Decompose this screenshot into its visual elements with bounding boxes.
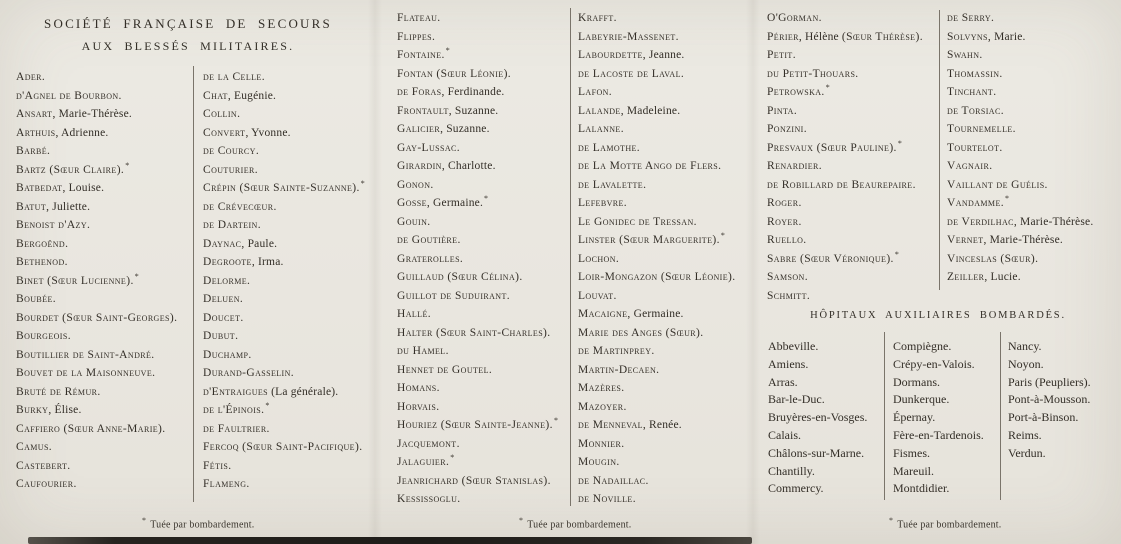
footnote-marker: *: [142, 516, 147, 525]
name-entry: Ponzini.: [767, 123, 808, 135]
name-entry: Flameng.: [203, 478, 250, 490]
document-title: [8, 16, 368, 54]
hospitals-section: [755, 298, 1121, 513]
column-divider: [193, 66, 194, 502]
name-entry: Renardier.: [767, 160, 822, 172]
name-entry: Bourdet (Sœur Saint-Georges).: [16, 311, 178, 324]
name-entry: Girardin, Charlotte.: [397, 160, 496, 172]
hospital-entry: Bar-le-Duc.: [768, 392, 825, 407]
name-entry: Frontault, Suzanne.: [397, 104, 499, 117]
name-entry: Houriez (Sœur Sainte-Jeanne).*: [397, 416, 558, 431]
name-entry: Graterolles.: [397, 252, 464, 265]
hospital-entry: Épernay.: [893, 410, 936, 425]
footnote-marker: *: [519, 516, 524, 525]
hospital-entry: Châlons-sur-Marne.: [768, 445, 865, 460]
name-entry: de Lacoste de Laval.: [578, 67, 685, 80]
name-entry: Bergoënd.: [16, 237, 69, 250]
name-entry: Vandamme.*: [947, 194, 1010, 209]
name-entry: de Goutière.: [397, 234, 461, 246]
name-entry: Doucet.: [203, 311, 244, 324]
name-entry: Flippes.: [397, 30, 436, 43]
scan-artifact-bar: [28, 537, 752, 544]
name-entry: Boutillier de Saint-André.: [16, 348, 155, 361]
name-entry: Duchamp.: [203, 348, 252, 361]
hospital-entry: Arras.: [768, 374, 798, 389]
name-entry: Caufourier.: [16, 478, 77, 490]
page-gutter-shadow: [368, 0, 382, 544]
name-entry: Bruté de Rémur.: [16, 385, 101, 398]
name-entry: Batut, Juliette.: [16, 200, 91, 213]
name-entry: Jeanrichard (Sœur Stanislas).: [397, 474, 551, 487]
name-entry: Gonon.: [397, 178, 434, 191]
name-entry: Boubée.: [16, 293, 57, 305]
name-entry: Batbedat, Louise.: [16, 182, 105, 194]
hospital-entry: Commercy.: [768, 481, 824, 496]
name-entry: Caffiero (Sœur Anne-Marie).: [16, 422, 166, 435]
hospital-entry: Nancy.: [1008, 339, 1042, 353]
name-entry: de l'Épinois.*: [203, 401, 270, 416]
footnote-text: Tuée par bombardement.: [527, 519, 632, 531]
hospital-entry: Compiègne.: [893, 339, 952, 353]
name-entry: Flateau.: [397, 12, 441, 24]
name-entry: Bourgeois.: [16, 330, 71, 342]
name-entry: Bartz (Sœur Claire).*: [16, 160, 130, 176]
name-entry: Castebert.: [16, 459, 71, 472]
name-entry: Gouin.: [397, 215, 431, 228]
name-entry: de Noville.: [578, 493, 636, 505]
hospital-entry: Montdidier.: [893, 481, 950, 496]
name-entry: O'Gorman.: [767, 12, 822, 24]
name-entry: Petrowska.*: [767, 83, 830, 98]
hospitals-title: HÔPITAUX AUXILIAIRES BOMBARDÉS.: [810, 310, 1066, 321]
name-entry: Schmitt.: [767, 289, 811, 302]
name-entry: de Lamothe.: [578, 141, 641, 154]
name-entry: Monnier.: [578, 437, 625, 450]
column-divider: [939, 10, 940, 290]
name-entry: Tournemelle.: [947, 123, 1016, 135]
name-entry: de Foras, Ferdinande.: [397, 86, 505, 98]
name-entry: Dubut.: [203, 330, 239, 342]
name-entry: Royer.: [767, 215, 802, 228]
name-entry: Petit.: [767, 49, 796, 61]
name-entry: Jacquemont.: [397, 437, 460, 450]
name-entry: Swahn.: [947, 49, 983, 61]
title-line-1: SOCIÉTÉ FRANÇAISE DE SECOURS: [44, 16, 332, 31]
name-entry: de Torsiac.: [947, 104, 1004, 117]
name-entry: de Martinprey.: [578, 345, 655, 357]
footnote: [142, 516, 255, 530]
name-entry: Lochon.: [578, 252, 620, 265]
name-entry: Bethenod.: [16, 256, 68, 268]
footnote-marker: *: [889, 516, 894, 525]
hospital-entry: Crépy-en-Valois.: [893, 356, 975, 371]
name-entry: du Hamel.: [397, 345, 449, 357]
name-entry: Homans.: [397, 382, 440, 394]
name-entry: de Robillard de Beaurepaire.: [767, 178, 916, 191]
name-entry: de Crévecœur.: [203, 200, 277, 213]
name-entry: Galicier, Suzanne.: [397, 123, 490, 135]
hospital-entry: Paris (Peupliers).: [1008, 374, 1091, 389]
name-entry: Presvaux (Sœur Pauline).*: [767, 138, 902, 154]
name-entry: Convert, Yvonne.: [203, 126, 291, 139]
name-entry: Lefebvre.: [578, 197, 628, 209]
name-entry: Labourdette, Jeanne.: [578, 49, 685, 61]
name-column-2: [203, 68, 369, 494]
name-entry: Mazères.: [578, 382, 625, 394]
name-entry: Fétis.: [203, 459, 232, 472]
hospital-entry: Abbeville.: [768, 339, 819, 353]
hospital-entry: Calais.: [768, 427, 801, 442]
name-entry: Jalaguier.*: [397, 453, 455, 468]
name-column-3: [397, 9, 567, 509]
name-entry: de Serry.: [947, 12, 995, 24]
name-entry: Couturier.: [203, 163, 258, 176]
name-entry: Vinceslas (Sœur).: [947, 252, 1039, 265]
name-entry: Solvyns, Marie.: [947, 30, 1026, 43]
name-entry: Kessissoglu.: [397, 493, 461, 505]
name-entry: Le Gonidec de Tressan.: [578, 215, 697, 228]
name-entry: Zeiller, Lucie.: [947, 271, 1021, 283]
name-entry: de Lavalette.: [578, 178, 647, 191]
name-entry: Macaigne, Germaine.: [578, 308, 684, 320]
name-column-5: [767, 9, 937, 305]
footnote-text: Tuée par bombardement.: [150, 519, 255, 531]
name-entry: de Menneval, Renée.: [578, 419, 682, 431]
name-entry: Tinchant.: [947, 86, 997, 98]
name-entry: Vernet, Marie-Thérèse.: [947, 234, 1063, 246]
name-entry: Barbé.: [16, 145, 51, 157]
name-entry: de Dartein.: [203, 219, 261, 231]
name-entry: Mougin.: [578, 456, 620, 468]
name-entry: de Verdilhac, Marie-Thérèse.: [947, 215, 1094, 228]
footnote: [519, 516, 632, 530]
name-entry: d'Agnel de Bourbon.: [16, 89, 122, 102]
name-entry: de La Motte Ango de Flers.: [578, 160, 722, 172]
name-entry: Durand-Gasselin.: [203, 367, 295, 379]
name-entry: Vagnair.: [947, 160, 993, 172]
name-entry: Vaillant de Guélis.: [947, 178, 1048, 191]
hospital-column-1: [768, 338, 880, 498]
footnote: [889, 516, 1002, 530]
name-entry: de Faultrier.: [203, 422, 270, 435]
name-entry: Horvais.: [397, 400, 440, 413]
name-entry: Collin.: [203, 108, 241, 120]
name-entry: Labeyrie-Massenet.: [578, 30, 679, 43]
name-entry: Ansart, Marie-Thérèse.: [16, 108, 132, 120]
name-entry: d'Entraigues (La générale).: [203, 385, 339, 398]
name-entry: Arthuis, Adrienne.: [16, 126, 109, 139]
name-entry: Martin-Decaen.: [578, 363, 660, 376]
hospital-entry: Port-à-Binson.: [1008, 410, 1079, 425]
name-entry: Samson.: [767, 271, 808, 283]
hospital-column-2: [893, 338, 999, 498]
name-entry: Gay-Lussac.: [397, 141, 461, 154]
name-column-1: [16, 68, 192, 494]
name-entry: Lalanne.: [578, 123, 624, 135]
name-entry: Bouvet de la Maisonneuve.: [16, 367, 156, 379]
name-entry: Guillaud (Sœur Célina).: [397, 271, 523, 283]
name-entry: Loir-Mongazon (Sœur Léonie).: [578, 271, 736, 283]
name-entry: Benoist d'Azy.: [16, 219, 91, 231]
name-entry: Crépin (Sœur Sainte-Suzanne).*: [203, 179, 365, 194]
hospital-entry: Fère-en-Tardenois.: [893, 427, 984, 442]
name-entry: Lafon.: [578, 86, 613, 98]
name-entry: Mazoyer.: [578, 400, 627, 413]
name-entry: Burky, Élise.: [16, 404, 82, 416]
name-entry: Halter (Sœur Saint-Charles).: [397, 326, 551, 339]
name-entry: Tourtelot.: [947, 141, 1003, 154]
hospital-entry: Mareuil.: [893, 463, 934, 478]
hospital-entry: Dunkerque.: [893, 392, 950, 407]
name-entry: Gosse, Germaine.*: [397, 194, 489, 209]
name-entry: Fontan (Sœur Léonie).: [397, 67, 512, 80]
name-entry: Ruello.: [767, 234, 807, 246]
name-entry: Périer, Hélène (Sœur Thérèse).: [767, 30, 923, 43]
name-entry: de la Celle.: [203, 71, 265, 83]
name-entry: Delorme.: [203, 274, 251, 287]
name-entry: de Nadaillac.: [578, 474, 649, 487]
name-entry: Thomassin.: [947, 67, 1003, 80]
hospital-entry: Verdun.: [1008, 445, 1046, 460]
hospital-entry: Bruyères-en-Vosges.: [768, 410, 868, 425]
hospital-column-3: [1008, 338, 1118, 463]
hospital-entry: Reims.: [1008, 427, 1042, 442]
name-entry: Lalande, Madeleine.: [578, 104, 681, 117]
name-column-4: [578, 9, 748, 509]
name-entry: Pinta.: [767, 104, 798, 117]
column-divider: [884, 332, 885, 500]
name-entry: de Courcy.: [203, 145, 260, 157]
name-entry: Louvat.: [578, 289, 617, 302]
name-entry: Degroote, Irma.: [203, 256, 284, 268]
name-entry: Hallé.: [397, 308, 432, 320]
title-line-2: AUX BLESSÉS MILITAIRES.: [81, 39, 295, 53]
name-column-6: [947, 9, 1119, 287]
hospital-entry: Fismes.: [893, 445, 931, 460]
hospital-entry: Dormans.: [893, 374, 940, 389]
name-entry: Daynac, Paule.: [203, 237, 278, 250]
name-entry: Camus.: [16, 441, 53, 453]
name-entry: du Petit-Thouars.: [767, 67, 859, 80]
name-entry: Linster (Sœur Marguerite).*: [578, 231, 725, 246]
name-entry: Hennet de Goutel.: [397, 363, 493, 376]
name-entry: Deluen.: [203, 293, 244, 305]
column-divider: [1000, 332, 1001, 500]
name-entry: Marie des Anges (Sœur).: [578, 326, 704, 339]
name-entry: Fercoq (Sœur Saint-Pacifique).: [203, 441, 363, 453]
name-entry: Ader.: [16, 71, 46, 83]
name-entry: Sabre (Sœur Véronique).*: [767, 249, 899, 265]
name-entry: Roger.: [767, 197, 802, 209]
hospital-entry: Chantilly.: [768, 463, 815, 478]
footnote-text: Tuée par bombardement.: [897, 519, 1002, 531]
name-entry: Fontaine.*: [397, 46, 450, 61]
hospital-entry: Amiens.: [768, 356, 809, 371]
name-entry: Guillot de Suduirant.: [397, 289, 511, 302]
name-entry: Chat, Eugénie.: [203, 89, 277, 102]
name-entry: Krafft.: [578, 12, 617, 24]
column-divider: [570, 8, 571, 506]
hospital-entry: Noyon.: [1008, 356, 1044, 371]
name-entry: Binet (Sœur Lucienne).*: [16, 271, 139, 287]
hospital-entry: Pont-à-Mousson.: [1008, 392, 1091, 407]
